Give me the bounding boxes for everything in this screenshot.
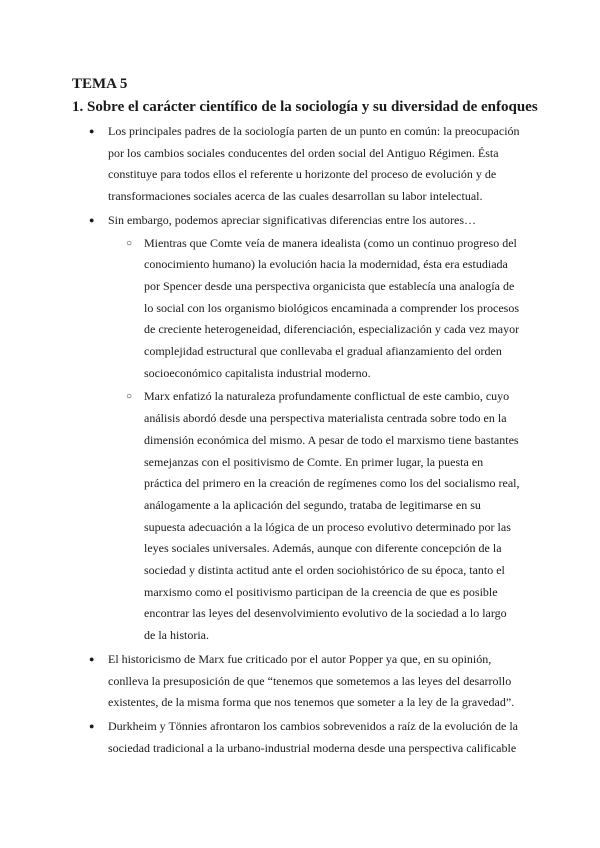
list-item-text: Sin embargo, podemos apreciar significativas diferencias entre los autores… xyxy=(108,212,476,227)
bullet-dot-icon: ● xyxy=(89,214,95,225)
sub-list-item xyxy=(126,386,520,646)
bullet-circle-icon: ○ xyxy=(126,237,133,249)
bullet-dot-icon: ● xyxy=(89,720,95,731)
list-item xyxy=(0,210,520,647)
list-item-text: Durkheim y Tönnies afrontaron los cambios sobrevenidos a raíz de la evolución de la sociedad tradicional a la urbano-industrial moderna desde una perspectiva calificable xyxy=(108,718,518,755)
bullet-circle-icon: ○ xyxy=(126,391,133,403)
document-body xyxy=(0,121,600,761)
list-item xyxy=(0,716,520,759)
document-title: TEMA 5 xyxy=(72,76,128,92)
bullet-dot-icon: ● xyxy=(89,653,95,664)
sub-bullet-list xyxy=(108,233,520,647)
list-item-text: El historicismo de Marx fue criticado por el autor Popper ya que, en su opinión, conlleva la presuposición de que “tenemos que sometemos a las leyes del desarrollo existentes, de la misma forma que nos tenemos que someter a la ley de la gravedad”. xyxy=(108,651,515,710)
section-heading: 1. Sobre el carácter científico de la sociología y su diversidad de enfoques xyxy=(72,99,538,115)
list-item xyxy=(0,649,520,714)
list-item-text: Los principales padres de la sociología parten de un punto en común: la preocupación por los cambios sociales conducentes del orden social del Antiguo Régimen. Ésta constituye para todos ellos el referente u horizonte del proceso de evolución y de transformaciones sociales acerca de las cuales desarrollan su labor intelectual. xyxy=(108,124,520,204)
bullet-dot-icon: ● xyxy=(89,126,95,136)
list-item xyxy=(0,121,520,208)
sub-list-item xyxy=(126,233,520,385)
bullet-list xyxy=(0,121,600,759)
sub-list-item-text: Marx enfatizó la naturaleza profundamente conflictual de este cambio, cuyo análisis abordó desde una perspectiva materialista centrada sobre todo en la dimensión económica del mismo. A pesar de todo el marxismo tiene bastantes semejanzas con el positivismo de Comte. En primer lugar, la puesta en práctica del primero en la creación de regímenes como los del socialismo real, análogamente a la aplicación del segundo, trataba de legitimarse en su supuesta adecuación a la lógica de un proceso evolutivo determinado por las leyes sociales universales. Además, aunque con diferente concepción de la sociedad y distinta actitud ante el orden sociohistórico de su época, tanto el marxismo como el positivismo participan de la creencia de que es posible encontrar las leyes del desenvolvimiento evolutivo de la sociedad a lo largo de la historia. xyxy=(144,389,520,643)
sub-list-item-text: Mientras que Comte veía de manera idealista (como un continuo progreso del conocimiento humano) la evolución hacia la modernidad, ésta era estudiada por Spencer desde una perspectiva organicista que establecía una analogía de lo social con los organismo biológicos encaminada a comprender los procesos de creciente heterogeneidad, diferenciación, especialización y cada vez mayor complejidad estructural que conllevaba el gradual afianzamiento del orden socioeconómico capitalista industrial moderno. xyxy=(144,235,520,380)
